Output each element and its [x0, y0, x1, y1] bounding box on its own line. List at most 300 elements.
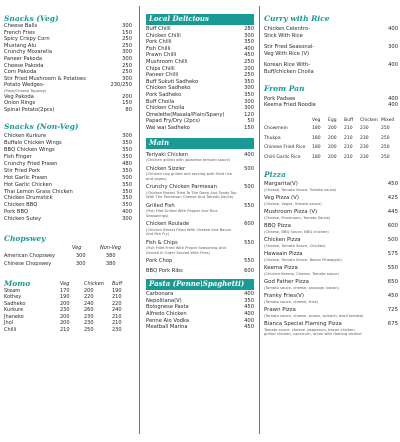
menu-item-price: 300 — [388, 44, 398, 51]
menu-item-price: 350 — [122, 181, 132, 188]
menu-item-description: (Cheese, BBQ Sauce, BBQ chicken) — [264, 229, 329, 234]
menu-item-price: 350 — [122, 188, 132, 195]
momo-header — [4, 279, 132, 288]
menu-item-price: 250 — [244, 72, 254, 79]
menu-item — [146, 125, 254, 132]
from-pan-list — [264, 96, 398, 109]
menu-item-price: 400 — [244, 151, 254, 158]
menu-item — [264, 62, 398, 69]
menu-item-description: (Cheese, Tomato Sauce, Bacon Pineapple) — [264, 257, 342, 262]
menu-item-price: 400 — [388, 102, 398, 109]
menu-item-name: Thai Lemon Grass Chicken — [4, 188, 73, 195]
momo-chicken-price: 260 — [84, 307, 94, 314]
menu-item-name: Crunchy Mozarella — [4, 49, 53, 56]
momo-buff-price: 210 — [112, 294, 122, 301]
menu-item — [146, 33, 254, 40]
menu-item — [146, 52, 254, 59]
menu-item-name: Nepolitana(V) — [146, 297, 182, 304]
menu-item-name: Chicken Sutey — [4, 216, 42, 223]
chopswey-item-name: American Chopswey — [4, 252, 56, 259]
menu-item — [4, 133, 132, 140]
menu-item — [4, 36, 132, 43]
menu-item-price: 300 — [244, 98, 254, 105]
menu-item-description: (Tomato sauce, cheese, sausage, bacon) — [264, 285, 339, 290]
menu-item-name: Pork BBQ — [4, 209, 29, 216]
menu-item — [146, 79, 254, 86]
menu-item-price: 480 — [122, 160, 132, 167]
noodles-col-chicken: Chicken — [360, 117, 378, 123]
menu-item-name: Chicken Celentro- — [264, 26, 311, 32]
menu-item-description: (Cheese, Mushroom, Tomato Sauce) — [264, 215, 331, 220]
column-divider — [139, 6, 140, 434]
menu-item-description: (Chicken Keema, Cheese, Tomato sauce) — [264, 271, 339, 276]
menu-item-price: 400 — [388, 95, 398, 102]
menu-item — [4, 43, 132, 50]
chopswey-veg-price: 300 — [76, 260, 86, 267]
menu-item-price: 400 — [244, 45, 254, 52]
section-title-pasta: Pasta (Penne\Spaghetti) — [146, 279, 254, 290]
menu-item-price: 400 — [388, 26, 398, 32]
menu-item — [146, 298, 254, 305]
section-title-chopswey: Chopswey — [4, 234, 46, 244]
noodles-mixed-price: 250 — [381, 126, 390, 132]
menu-item — [146, 258, 254, 264]
momo-veg-price: 200 — [60, 300, 70, 307]
pasta-list — [146, 291, 254, 331]
noodles-col-egg: Egg — [328, 117, 337, 123]
noodles-veg-price: 180 — [312, 154, 321, 160]
menu-item-price: 575 — [387, 251, 398, 258]
menu-item-name: Prawn Pizza — [264, 307, 296, 314]
momo-chicken-price: 230 — [84, 313, 94, 320]
menu-item-price: 650 — [387, 279, 398, 286]
menu-item-price: 250 — [122, 62, 132, 69]
table-row — [264, 153, 398, 163]
menu-item-price: 350 — [122, 140, 132, 147]
menu-item-price: 300 — [244, 32, 254, 39]
menu-item-name: Penne Alo Vodka — [146, 317, 190, 324]
menu-item-price: 200 — [244, 65, 254, 72]
menu-item-name: Veg Pakoda — [4, 93, 34, 100]
menu-item-description: (Cheese, Veges, Tomato sauce) — [264, 201, 322, 206]
momo-item-name: Kurkure — [4, 307, 24, 314]
menu-item-name: Chicken Sizzler — [146, 165, 186, 172]
menu-item-price: 550 — [244, 258, 254, 265]
menu-item-price: 350 — [244, 39, 254, 46]
menu-item-price: 250 — [122, 36, 132, 43]
table-row — [4, 260, 132, 268]
chopswey-veg-price: 300 — [76, 252, 86, 259]
menu-item-price: 725 — [387, 307, 398, 314]
momo-chicken-price: 240 — [84, 300, 94, 307]
menu-item — [264, 44, 398, 51]
momo-col-veg: Veg — [60, 281, 70, 288]
momo-item-name: Jhol — [4, 320, 14, 327]
menu-item — [4, 168, 132, 175]
menu-item-price: 300 — [244, 105, 254, 112]
menu-item-description: (Chicken Breast Tried To The Deep And Toady Top With The Parmesan Cheese And Tomato Sauce) — [146, 190, 237, 200]
menu-item-name: Fish & Chips — [146, 239, 178, 246]
section-title-local-delicious: Local Delicious — [146, 14, 254, 25]
menu-item-name: Cheese Balls — [4, 23, 38, 29]
menu-item-price: 400 — [122, 209, 132, 216]
menu-item-price: 350 — [122, 202, 132, 209]
menu-item — [146, 112, 254, 119]
menu-item-price: 350 — [122, 195, 132, 202]
menu-item-price: 300 — [122, 216, 132, 223]
menu-item — [146, 304, 254, 311]
menu-item-price: 425 — [387, 195, 398, 202]
menu-item — [4, 161, 132, 168]
menu-item-name: Pork Sadheko — [146, 91, 182, 98]
menu-item-price: 350 — [244, 297, 254, 304]
table-row — [264, 134, 398, 144]
menu-item-name: Chicken Pizza — [264, 237, 301, 244]
menu-item — [146, 39, 254, 46]
menu-item-price: 600 — [244, 267, 254, 274]
momo-buff-price: 220 — [112, 300, 122, 307]
menu-item — [146, 324, 254, 331]
main-list — [146, 152, 254, 275]
chopswey-table — [4, 252, 132, 268]
snacks-nonveg-list — [4, 133, 132, 223]
menu-item-price: 150 — [122, 100, 132, 107]
chopswey-col-veg: Veg — [72, 245, 82, 252]
menu-item-name: Buff Sukuti Sadheko — [146, 78, 199, 85]
menu-item-name: Pork Chop — [146, 258, 173, 265]
menu-item-name: Paneer Chilli — [146, 72, 179, 79]
menu-item-price: 500 — [122, 174, 132, 181]
menu-item-name: Omelette(Masala/Plain/Spany) — [146, 111, 225, 118]
noodles-chicken-price: 230 — [360, 154, 369, 160]
menu-item-name: Crunchy Chicken Parmesan — [146, 184, 217, 191]
menu-item — [146, 66, 254, 73]
menu-item — [4, 202, 132, 209]
noodles-table — [264, 124, 398, 162]
noodles-egg-price: 200 — [328, 135, 337, 141]
menu-item-description: Tomato sauce, cheese, pepperoni, bacon chicken, grilled chicken, capsicum, onion with flaming alcohol — [264, 327, 362, 337]
noodles-veg-price: 180 — [312, 135, 321, 141]
menu-item-name: Papad Fry/Dry (2pcs) — [146, 118, 201, 125]
menu-item-name-line2: Stick With Rice — [264, 32, 303, 39]
menu-item-name: Alfredo Chicken — [146, 311, 187, 318]
noodles-chicken-price: 230 — [360, 145, 369, 151]
menu-item-name: Pork Chilli — [146, 39, 172, 46]
section-title-snacks-veg: Snacks (Veg) — [4, 14, 59, 23]
momo-veg-price: 170 — [60, 287, 70, 294]
noodles-item-name: Chinese Fried Rice — [264, 145, 306, 151]
menu-item-price: 300 — [122, 49, 132, 56]
noodles-veg-price: 180 — [312, 126, 321, 132]
noodles-egg-price: 200 — [328, 145, 337, 151]
menu-item-name: Chicken Kurkure — [4, 133, 47, 140]
noodles-buff-price: 210 — [344, 145, 353, 151]
menu-item-name: French Fries — [4, 29, 35, 36]
menu-item-price: 120 — [244, 111, 254, 118]
menu-item — [4, 82, 132, 89]
menu-item — [4, 147, 132, 154]
table-row — [4, 288, 132, 295]
menu-item — [146, 318, 254, 325]
menu-item-name: Wai wai Sadheko — [146, 124, 190, 131]
menu-item-name: Buffalo Chicken Wings — [4, 140, 62, 147]
menu-item — [4, 63, 132, 70]
menu-item-price: 80 — [125, 106, 132, 113]
menu-item-price: 600 — [244, 221, 254, 228]
noodles-item-name: Chilli Garlic Rice — [264, 154, 301, 160]
menu-item-note: (Plain/Cheese Topping) — [4, 88, 47, 93]
pizza-list — [264, 181, 398, 337]
menu-item — [4, 23, 132, 30]
menu-item-name: Hot Garlic Prawn — [4, 174, 48, 181]
menu-item-price: 400 — [244, 291, 254, 298]
menu-item — [146, 118, 254, 125]
menu-item — [4, 49, 132, 56]
momo-item-name: Kothey — [4, 294, 22, 301]
menu-item — [4, 94, 132, 101]
menu-item-name: Onion Rings — [4, 100, 36, 107]
menu-item — [146, 59, 254, 66]
table-row — [4, 307, 132, 314]
menu-item-price: 300 — [122, 75, 132, 82]
menu-item-price: 500 — [244, 165, 254, 172]
menu-item-price: 50 — [247, 118, 254, 125]
menu-item-price: 300 — [244, 85, 254, 92]
menu-item-price: 450 — [244, 324, 254, 331]
menu-item-name: Paneer Pakoda — [4, 55, 43, 62]
chopswey-item-name: Chinese Chopswey — [4, 260, 52, 267]
table-row — [4, 314, 132, 321]
menu-item-price: 450 — [387, 293, 398, 300]
menu-item-description: (Chicken Breast Filled With Cheese And Bacon And Pan Fry) — [146, 227, 232, 237]
section-title-snacks-nonveg: Snacks (Non-Veg) — [4, 122, 79, 132]
menu-item-name: Fish Chilli — [146, 45, 171, 52]
menu-item-description: (Cheese, Tomato Sauce, Tomato sauce) — [264, 187, 337, 192]
noodles-mixed-price: 250 — [381, 135, 390, 141]
noodles-buff-price: 210 — [344, 126, 353, 132]
noodles-buff-price: 210 — [344, 154, 353, 160]
menu-item-price: 445 — [387, 209, 398, 216]
menu-item-name: Chicken Chilli — [146, 32, 181, 39]
momo-item-name: Jhaneko — [4, 313, 24, 320]
chopswey-nonveg-price: 380 — [106, 252, 116, 259]
noodles-chicken-price: 230 — [360, 135, 369, 141]
menu-item — [4, 189, 132, 196]
menu-column-left — [4, 14, 132, 334]
menu-item — [264, 321, 398, 327]
menu-item-price: 250 — [122, 69, 132, 76]
menu-item — [146, 268, 254, 274]
menu-item-price: 200 — [122, 93, 132, 100]
menu-item-name: BBQ Pizza — [264, 223, 291, 230]
menu-item-name: Chicken Drumstick — [4, 195, 53, 202]
noodles-mixed-price: 250 — [381, 145, 390, 151]
menu-item-description: (Chicken Leg grilled and serving with fried rice and veges) — [146, 171, 232, 181]
menu-item-price: 675 — [387, 321, 398, 328]
momo-veg-price: 200 — [60, 313, 70, 320]
menu-item-name: Mustang Alu — [4, 42, 37, 49]
menu-item-name: Carbonara — [146, 291, 174, 298]
menu-item-price: 400 — [388, 62, 398, 69]
menu-item-name: Spicy Crispy Corn — [4, 36, 50, 43]
momo-chicken-price: 200 — [84, 287, 94, 294]
menu-item-price: 550 — [244, 202, 254, 209]
menu-item-name: BBQ Pork Ribs — [146, 267, 183, 274]
menu-item-name: Margarita(V) — [264, 181, 298, 188]
noodles-item-name: Thukpa — [264, 135, 281, 141]
noodles-buff-price: 210 — [344, 135, 353, 141]
momo-buff-price: 190 — [112, 287, 122, 294]
menu-item-name: Veg Pizza (V) — [264, 195, 299, 202]
menu-item-price: 350 — [244, 91, 254, 98]
menu-item-price: 250 — [122, 42, 132, 49]
momo-item-name: Steam — [4, 287, 21, 294]
menu-item — [4, 100, 132, 107]
menu-item-name: Korean Rice With- — [264, 62, 311, 69]
menu-item-name: Bianca Special Flaming Pizza — [264, 321, 342, 328]
menu-item — [4, 140, 132, 147]
menu-item-name: Franky Fries(V) — [264, 293, 304, 300]
menu-item-name: Buff Choila — [146, 98, 175, 105]
noodles-col-mixed: Mixed — [381, 117, 395, 123]
table-row — [4, 252, 132, 260]
menu-item-price: 350 — [244, 78, 254, 85]
menu-item-name: Chicken Roulade — [146, 221, 190, 228]
menu-item-name: Chicken Choila — [146, 105, 185, 112]
menu-item-name: Stir Fried Mushroom & Potatoes — [4, 75, 86, 82]
menu-item — [146, 105, 254, 112]
momo-col-chicken: Chicken — [84, 281, 104, 288]
section-title-from-pan: From Pan — [264, 83, 305, 93]
menu-item-price: 300 — [122, 55, 132, 62]
menu-item-name: Cheese Pakoda — [4, 62, 44, 69]
menu-item-name: Hot Garlic Chicken — [4, 181, 52, 188]
menu-item — [4, 69, 132, 76]
momo-buff-price: 240 — [112, 307, 122, 314]
menu-item — [264, 102, 398, 109]
menu-item — [146, 99, 254, 106]
menu-item-description: (Cheese, Tomato Sauce, Chicken) — [264, 243, 326, 248]
menu-item-price: 550 — [244, 239, 254, 246]
menu-item-price: 250 — [244, 58, 254, 65]
menu-item — [146, 26, 254, 33]
menu-item-description: (Fish Filet Grilled With Pepper And Rice Seasonings) — [146, 209, 218, 218]
menu-item-price: 450 — [244, 304, 254, 311]
table-row — [264, 124, 398, 134]
snacks-veg-list — [4, 23, 132, 113]
section-title-momo: Momo — [4, 278, 31, 288]
momo-veg-price: 230 — [60, 307, 70, 314]
menu-item-price: 280 — [244, 26, 254, 32]
momo-col-buff: Buff — [112, 281, 123, 288]
chopswey-nonveg-price: 380 — [106, 260, 116, 267]
table-row — [4, 327, 132, 334]
menu-item — [264, 26, 398, 33]
menu-item — [4, 195, 132, 202]
noodles-item-name: Chowmein — [264, 126, 288, 132]
menu-item-name: Chicken BBQ — [4, 202, 38, 209]
menu-item-name-line2: Buff/chicken Choila — [264, 68, 314, 75]
menu-item-name-line2: Veg With Rice (V) — [264, 50, 310, 57]
menu-item-name: Chips Chilli — [146, 65, 175, 72]
menu-item-name: Spinal Potato(2pcs) — [4, 106, 55, 113]
section-title-curry-rice: Curry with Rice — [264, 14, 330, 23]
local-delicious-list — [146, 26, 254, 132]
chopswey-col-nonveg: Non-Veg — [100, 245, 121, 252]
menu-item-description: (Chicken grilled with japanese teriyaki sauce) — [146, 157, 231, 162]
menu-item — [4, 154, 132, 161]
menu-item-description: (Tomato sauce, cheese, fries) — [264, 299, 319, 304]
noodles-mixed-price: 250 — [381, 154, 390, 160]
menu-item-name: Mushroom Pizza (V) — [264, 209, 318, 216]
menu-item-name: BBQ Chicken Wings — [4, 147, 55, 154]
momo-chicken-price: 220 — [84, 294, 94, 301]
momo-veg-price: 190 — [60, 294, 70, 301]
menu-item-name: Meatball Marina — [146, 324, 188, 331]
menu-item-price: 350 — [122, 154, 132, 161]
menu-item — [4, 107, 132, 114]
momo-buff-price: 210 — [112, 313, 122, 320]
menu-item-price: 400 — [244, 317, 254, 324]
menu-item-name: Buff Chilli — [146, 26, 171, 32]
menu-item — [146, 92, 254, 99]
noodles-col-buff: Buff — [344, 117, 354, 123]
menu-item-name: Fish Finger — [4, 154, 32, 161]
table-row — [4, 294, 132, 301]
menu-item-name: God Father Pizza — [264, 279, 309, 286]
menu-item-price: 350 — [122, 147, 132, 154]
table-row — [4, 301, 132, 308]
menu-item-name: Chicken Sadheko — [146, 85, 191, 92]
noodles-egg-price: 200 — [328, 154, 337, 160]
menu-item — [4, 175, 132, 182]
menu-item — [146, 291, 254, 298]
section-title-main: Main — [146, 138, 254, 149]
menu-item-name: Grilled Fish — [146, 202, 175, 209]
menu-item — [4, 209, 132, 216]
menu-item-price: 550 — [387, 265, 398, 272]
momo-veg-price: 200 — [60, 320, 70, 327]
menu-item-name: Prawn Chilli — [146, 52, 177, 59]
menu-item-price: 600 — [387, 223, 398, 230]
curry-rice-list — [264, 26, 398, 76]
momo-item-name: Sadheko — [4, 300, 26, 307]
menu-item-price: 300 — [122, 23, 132, 29]
menu-item-price: 500 — [387, 237, 398, 244]
menu-item — [4, 76, 132, 83]
menu-item — [146, 311, 254, 318]
menu-item — [4, 56, 132, 63]
menu-item-name: Corn Pakoda — [4, 69, 37, 76]
menu-item-price: 500 — [244, 184, 254, 191]
menu-item-name: Crunchy Fried Prawn — [4, 160, 58, 167]
momo-table — [4, 288, 132, 334]
menu-item — [4, 182, 132, 189]
menu-item-name: Mushroom Chilli — [146, 58, 188, 65]
momo-buff-price: 230 — [112, 327, 122, 334]
menu-item-price: 150 — [244, 124, 254, 131]
menu-item-name: Stir Fried Pork — [4, 167, 41, 174]
menu-item-price: 300 — [122, 133, 132, 140]
menu-item — [4, 30, 132, 37]
momo-veg-price: 210 — [60, 327, 70, 334]
noodles-egg-price: 200 — [328, 126, 337, 132]
menu-item — [4, 216, 132, 223]
menu-item-name: Pork Padsee — [264, 95, 296, 102]
menu-item-name: Hawaain Pizza — [264, 251, 303, 258]
menu-item — [264, 96, 398, 103]
table-row — [4, 320, 132, 327]
